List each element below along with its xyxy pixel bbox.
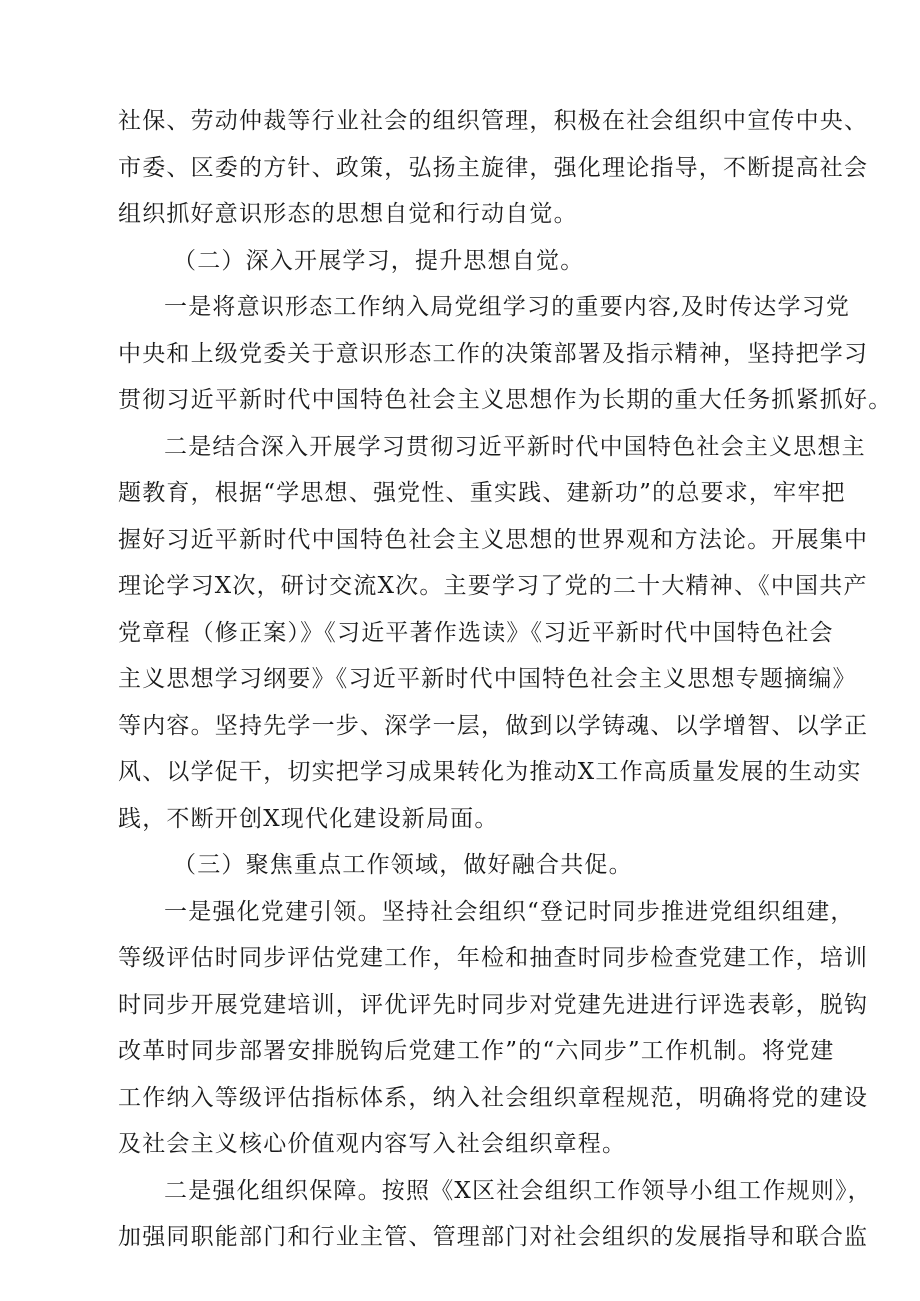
body-line: 题教育，根据“学思想、强党性、重实践、建新功”的总要求，牢牢把 [118, 480, 846, 506]
body-line: 工作纳入等级评估指标体系，纳入社会组织章程规范，明确将党的建设 [118, 1084, 869, 1111]
body-line: 握好习近平新时代中国特色社会主义思想的世界观和方法论。开展集中 [118, 526, 869, 553]
body-line: 等内容。坚持先学一步、深学一层，做到以学铸魂、以学增智、以学正 [118, 712, 869, 739]
paragraph-first-line: 一是强化党建引领。坚持社会组织“登记时同步推进党组织组建， [164, 898, 855, 925]
body-line: 践，不断开创X现代化建设新局面。 [118, 805, 499, 832]
body-line: 社保、劳动仲裁等行业社会的组织管理，积极在社会组织中宣传中央、 [118, 108, 869, 134]
body-line: 时同步开展党建培训，评优评先时同步对党建先进进行评选表彰，脱钩 [118, 991, 869, 1018]
body-line: 加强同职能部门和行业主管、管理部门对社会组织的发展指导和联合监 [118, 1224, 869, 1250]
document-body [118, 98, 893, 1261]
body-line: 党章程（修正案）》《习近平著作选读》《习近平新时代中国特色社会 [118, 619, 834, 646]
body-line: 改革时同步部署安排脱钩后党建工作”的“六同步”工作机制。将党建 [118, 1038, 835, 1064]
body-line: 贯彻习近平新时代中国特色社会主义思想作为长期的重大任务抓紧抓好。 [118, 387, 893, 413]
section-heading: （三）聚焦重点工作领域，做好融合共促。 [173, 852, 633, 878]
body-line: 市委、区委的方针、政策，弘扬主旋律，强化理论指导，不断提高社会 [118, 154, 869, 181]
body-line: 主义思想学习纲要》《习近平新时代中国特色社会主义思想专题摘编》 [118, 666, 857, 692]
body-line: 理论学习X次，研讨交流X次。主要学习了党的二十大精神、《中国共产 [118, 573, 868, 599]
paragraph-first-line: 二是结合深入开展学习贯彻习近平新时代中国特色社会主义思想主 [164, 433, 866, 460]
body-line: 风、以学促干，切实把学习成果转化为推动X工作高质量发展的生动实 [118, 759, 862, 785]
body-line: 组织抓好意识形态的思想自觉和行动自觉。 [118, 201, 578, 227]
body-line: 中央和上级党委关于意识形态工作的决策部署及指示精神，坚持把学习 [118, 340, 869, 367]
section-heading: （二）深入开展学习，提升思想自觉。 [173, 247, 585, 274]
paragraph-first-line: 一是将意识形态工作纳入局党组学习的重要内容,及时传达学习党 [164, 294, 851, 320]
paragraph-first-line: 二是强化组织保障。按照《X区社会组织工作领导小组工作规则》， [164, 1177, 872, 1204]
body-line: 等级评估时同步评估党建工作，年检和抽查时同步检查党建工作，培训 [118, 945, 869, 971]
body-line: 及社会主义核心价值观内容写入社会组织章程。 [118, 1131, 627, 1157]
